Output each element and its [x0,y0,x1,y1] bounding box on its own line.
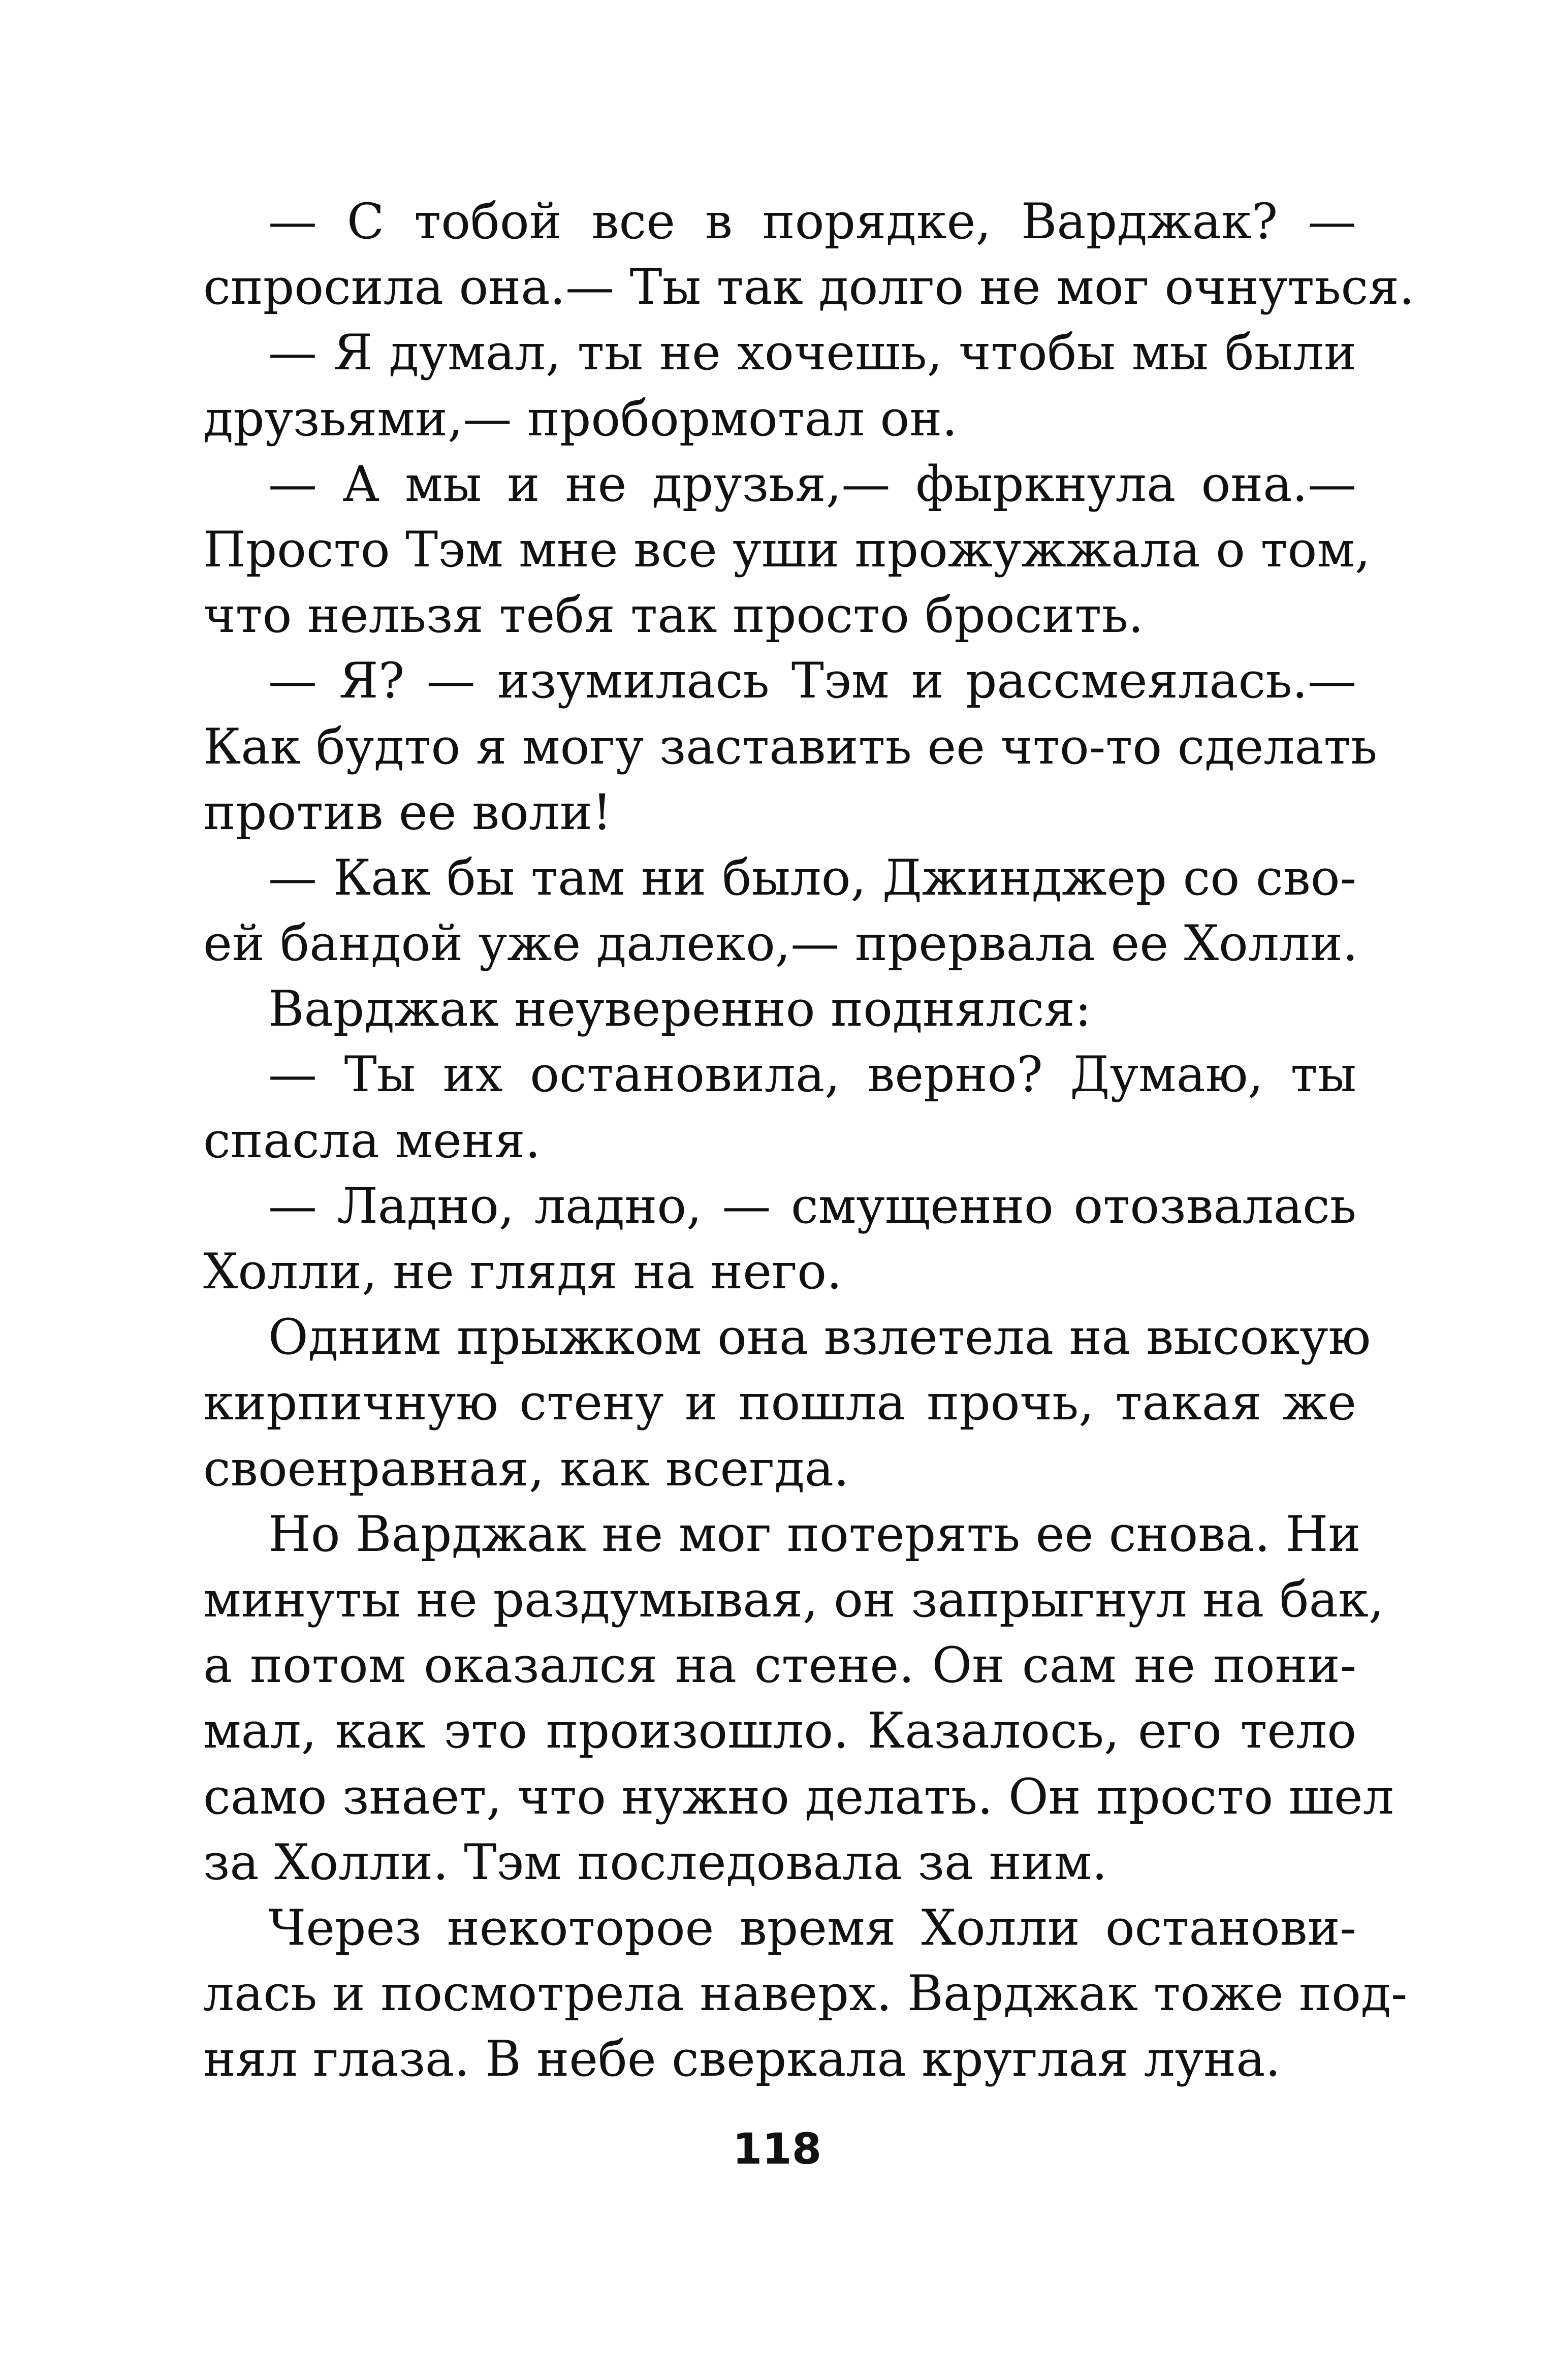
text-line: — Ты их остановила, верно? Думаю, ты [268,1046,1356,1103]
text-line: мал, как это произошло. Казалось, его тело [203,1702,1356,1760]
text-line: за Холли. Тэм последовала за ним. [203,1833,1107,1891]
text-line: друзьями,— пробормотал он. [203,390,958,447]
text-line: — Как бы там ни было, Джинджер со сво- [268,849,1356,906]
text-line: — Я думал, ты не хочешь, чтобы мы были [268,324,1356,382]
text-line: спросила она.— Ты так долго не мог очнуться. [203,259,1415,316]
text-line: — С тобой все в порядке, Варджак? — [268,193,1356,250]
text-line: — Ладно, ладно, — смущенно отозвалась [268,1177,1356,1234]
text-line: Холли, не глядя на него. [203,1243,842,1300]
text-line: Просто Тэм мне все уши прожужжала о том, [203,521,1371,578]
text-line: ей бандой уже далеко,— прервала ее Холли. [203,915,1358,972]
text-line: Но Варджак не мог потерять ее снова. Ни [268,1505,1361,1563]
text-line: своенравная, как всегда. [203,1440,849,1497]
text-line: Через некоторое время Холли останови- [268,1899,1356,1956]
text-line: нял глаза. В небе сверкала круглая луна. [203,2030,1281,2088]
text-line: само знает, что нужно делать. Он просто шел [203,1768,1394,1825]
text-line: — А мы и не друзья,— фыркнула она.— [268,455,1356,513]
body-text [203,189,1415,2092]
text-line: Как будто я могу заставить ее что-то сделать [203,718,1377,775]
text-line: против ее воли! [203,783,612,841]
text-line: — Я? — изумилась Тэм и рассмеялась.— [268,652,1356,710]
text-line: минуты не раздумывая, он запрыгнул на бак, [203,1571,1384,1628]
text-line: что нельзя тебя так просто бросить. [203,587,1144,644]
text-line: а потом оказался на стене. Он сам не пони- [203,1637,1356,1694]
text-line: лась и посмотрела наверх. Варджак тоже под- [203,1965,1408,2022]
text-line: Варджак неуверенно поднялся: [268,980,1092,1038]
page-number: 118 [732,2124,822,2174]
text-line: спасла меня. [203,1112,541,1169]
text-line: Одним прыжком она взлетела на высокую [268,1309,1371,1366]
text-line: кирпичную стену и пошла прочь, такая же [203,1374,1356,1432]
